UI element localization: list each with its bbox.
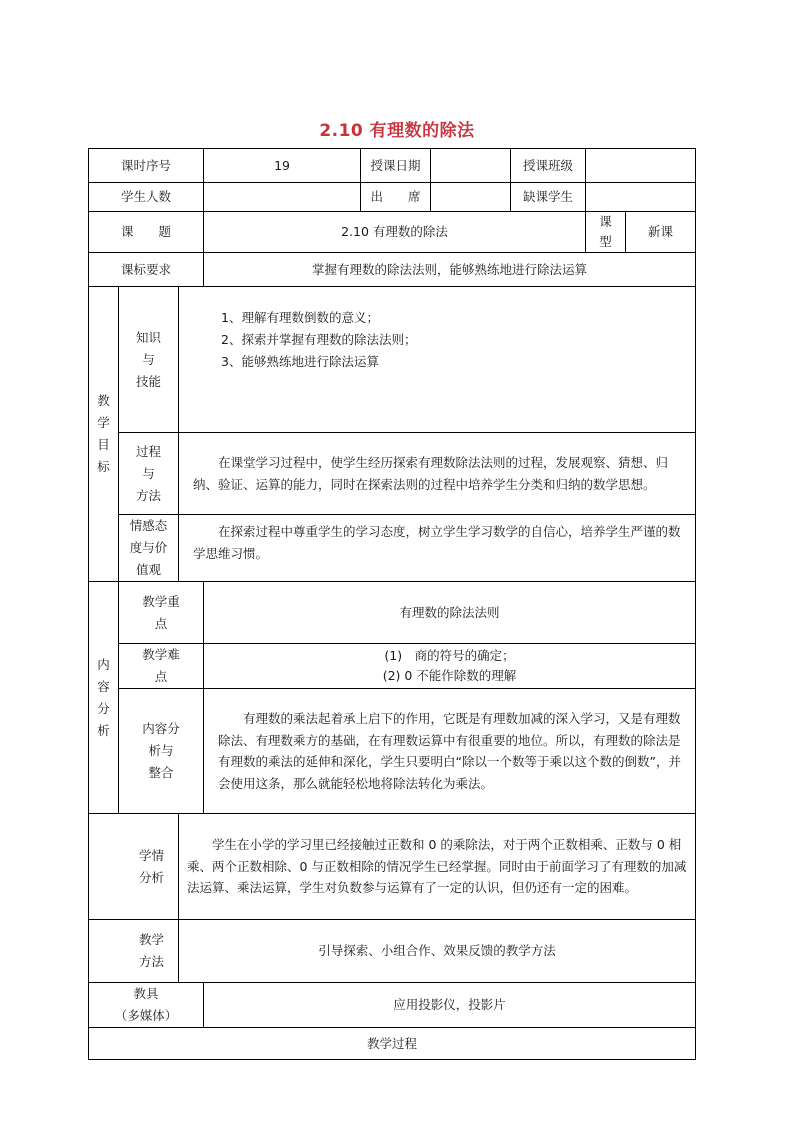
- knowledge-list: [179, 287, 696, 433]
- type-value: 新课: [626, 212, 696, 253]
- analysis-text: 有理数的乘法起着承上启下的作用，它既是有理数加减的深入学习，又是有理数除法、有理数乘方的基础，在有理数运算中有很重要的地位。所以，有理数的除法是有理数的乘法的延伸和深化，学生只要明白“除以一个数等于乘以这个数的倒数”，并会使用这条，那么就能轻松地将除法转化为乘法。: [204, 689, 696, 814]
- date-label: 授课日期: [361, 149, 431, 183]
- method-label: 教学 方法: [89, 920, 179, 983]
- tools-label: 教具 （多媒体）: [89, 983, 204, 1028]
- emotion-label: 情感态 度与价 值观: [119, 515, 179, 582]
- emotion-text: 在探索过程中尊重学生的学习态度，树立学生学习数学的自信心，培养学生严谨的数学思维习惯。: [179, 515, 696, 582]
- process-section-title: 教学过程: [89, 1028, 696, 1060]
- process-label: 过程 与 方法: [119, 433, 179, 515]
- date-value: [431, 149, 511, 183]
- standard-value: 掌握有理数的除法法则，能够熟练地进行除法运算: [204, 253, 696, 287]
- list-item: 3、能够熟练地进行除法运算: [221, 354, 379, 369]
- key-point-label: 教学重 点: [119, 582, 204, 644]
- list-item: (1) 商的符号的确定；: [384, 648, 515, 663]
- topic-value: 2.10 有理数的除法: [204, 212, 586, 253]
- attendance-label: 出 席: [361, 183, 431, 212]
- period-label: 课时序号: [89, 149, 204, 183]
- knowledge-label: 知识 与 技能: [119, 287, 179, 433]
- class-label: 授课班级: [511, 149, 586, 183]
- absent-value: [586, 183, 696, 212]
- lesson-plan-table: [88, 148, 696, 1060]
- list-item: (2) 0 不能作除数的理解: [382, 668, 517, 683]
- situation-label: 学情 分析: [89, 814, 179, 920]
- content-label: 内 容 分 析: [89, 582, 119, 814]
- tools-value: 应用投影仪，投影片: [204, 983, 696, 1028]
- absent-label: 缺课学生: [511, 183, 586, 212]
- method-value: 引导探索、小组合作、效果反馈的教学方法: [179, 920, 696, 983]
- list-item: 2、探索并掌握有理数的除法法则；: [221, 332, 417, 347]
- period-value: 19: [204, 149, 361, 183]
- students-value: [204, 183, 361, 212]
- key-point-value: 有理数的除法法则: [204, 582, 696, 644]
- difficulty-list: [204, 644, 696, 689]
- list-item: 1、理解有理数倒数的意义；: [221, 310, 379, 325]
- students-label: 学生人数: [89, 183, 204, 212]
- topic-label: 课 题: [89, 212, 204, 253]
- difficulty-label: 教学难 点: [119, 644, 204, 689]
- standard-label: 课标要求: [89, 253, 204, 287]
- page-title: 2.10 有理数的除法: [319, 121, 475, 141]
- analysis-label: 内容分 析与 整合: [119, 689, 204, 814]
- objectives-label: 教 学 目 标: [89, 287, 119, 582]
- situation-text: 学生在小学的学习里已经接触过正数和 0 的乘除法，对于两个正数相乘、正数与 0 相乘、两个正数相除、0 与正数相除的情况学生已经掌握。同时由于前面学习了有理数的加减法运算、乘法运算，学生对负数参与运算有了一定的认识，但仍还有一定的困难。: [179, 814, 696, 920]
- type-label: 课 型: [586, 212, 626, 253]
- attendance-value: [431, 183, 511, 212]
- process-text: 在课堂学习过程中，使学生经历探索有理数除法法则的过程，发展观察、猜想、归纳、验证、运算的能力，同时在探索法则的过程中培养学生分类和归纳的数学思想。: [179, 433, 696, 515]
- class-value: [586, 149, 696, 183]
